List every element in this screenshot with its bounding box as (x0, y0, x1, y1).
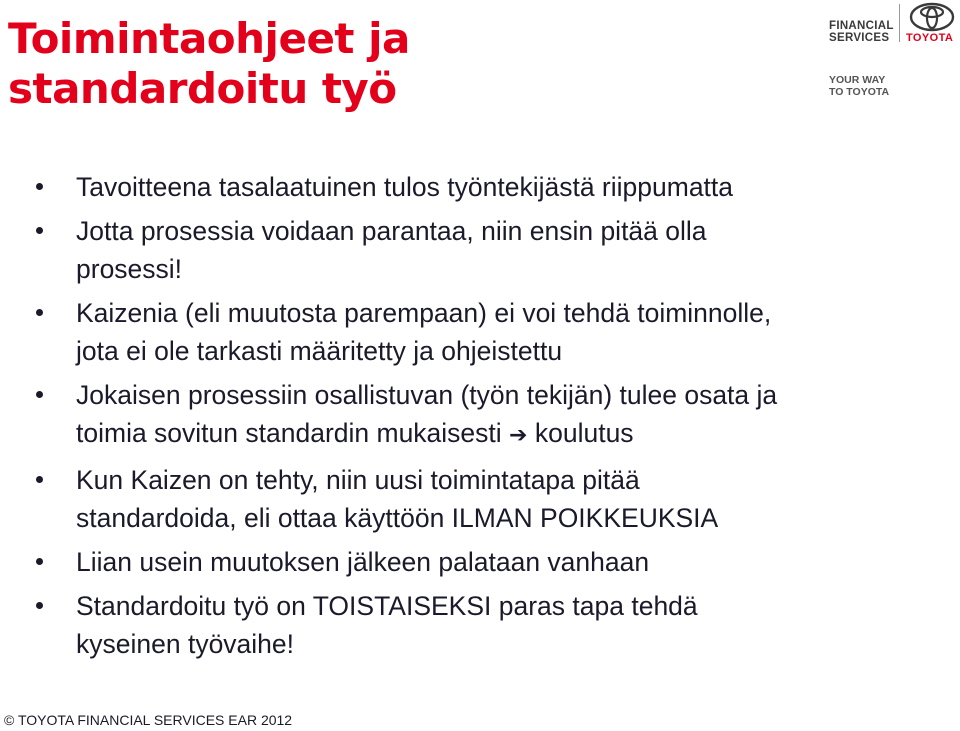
copyright-footer: © TOYOTA FINANCIAL SERVICES EAR 2012 (4, 712, 293, 728)
bullet-icon (36, 309, 43, 316)
bullet-text: kyseinen työvaihe! (76, 629, 295, 659)
bullet-text: jota ei ole tarkasti määritetty ja ohjeistettu (76, 336, 563, 366)
bullet-text-part: koulutus (534, 418, 634, 448)
bullet-text: Kaizenia (eli muutosta parempaan) ei voi tehdä toiminnolle, (76, 298, 772, 328)
bullet-text: Kun Kaizen on tehty, niin uusi toimintatapa pitää (76, 465, 640, 495)
toyota-emblem-icon (909, 2, 955, 32)
logo-toyota-text: TOYOTA (906, 32, 954, 44)
bullet-list (36, 168, 936, 669)
logo-financial-text: FINANCIAL (829, 20, 894, 32)
list-item (36, 587, 936, 663)
bullet-text-part: toimia sovitun standardin mukaisesti (76, 418, 502, 448)
list-item (36, 168, 936, 206)
logo-services-text: SERVICES (829, 32, 890, 44)
bullet-text: Jokaisen prosessiin osallistuvan (työn tekijän) tulee osata ja (76, 380, 778, 410)
bullet-text: Standardoitu työ on TOISTAISEKSI paras tapa tehdä (76, 591, 698, 621)
logo-tagline (829, 74, 889, 98)
bullet-icon (36, 476, 43, 483)
bullet-text: Tavoitteena tasalaatuinen tulos työntekijästä riippumatta (76, 172, 734, 202)
bullet-icon (36, 183, 43, 190)
page-title (8, 14, 568, 114)
toyota-financial-services-logo (829, 0, 960, 100)
financial-services-wordmark (829, 20, 894, 44)
list-item (36, 212, 936, 288)
arrow-right-icon: ➔ (509, 423, 528, 448)
tagline-line-1: YOUR WAY (829, 74, 886, 86)
list-item (36, 461, 936, 537)
bullet-icon (36, 602, 43, 609)
bullet-text: Jotta prosessia voidaan parantaa, niin ensin pitää olla (76, 216, 707, 246)
list-item (36, 376, 936, 455)
logo-divider (899, 4, 900, 42)
bullet-icon (36, 391, 43, 398)
title-line-1: Toimintaohjeet ja (8, 14, 410, 63)
bullet-icon (36, 558, 43, 565)
title-line-2: standardoitu työ (8, 64, 397, 113)
bullet-icon (36, 227, 43, 234)
bullet-text: prosessi! (76, 254, 183, 284)
bullet-text: Liian usein muutoksen jälkeen palataan vanhaan (76, 547, 650, 577)
list-item (36, 294, 936, 370)
tagline-line-2: TO TOYOTA (829, 86, 890, 98)
list-item (36, 543, 936, 581)
bullet-text (76, 414, 936, 455)
bullet-text: standardoida, eli ottaa käyttöön ILMAN POIKKEUKSIA (76, 503, 719, 533)
